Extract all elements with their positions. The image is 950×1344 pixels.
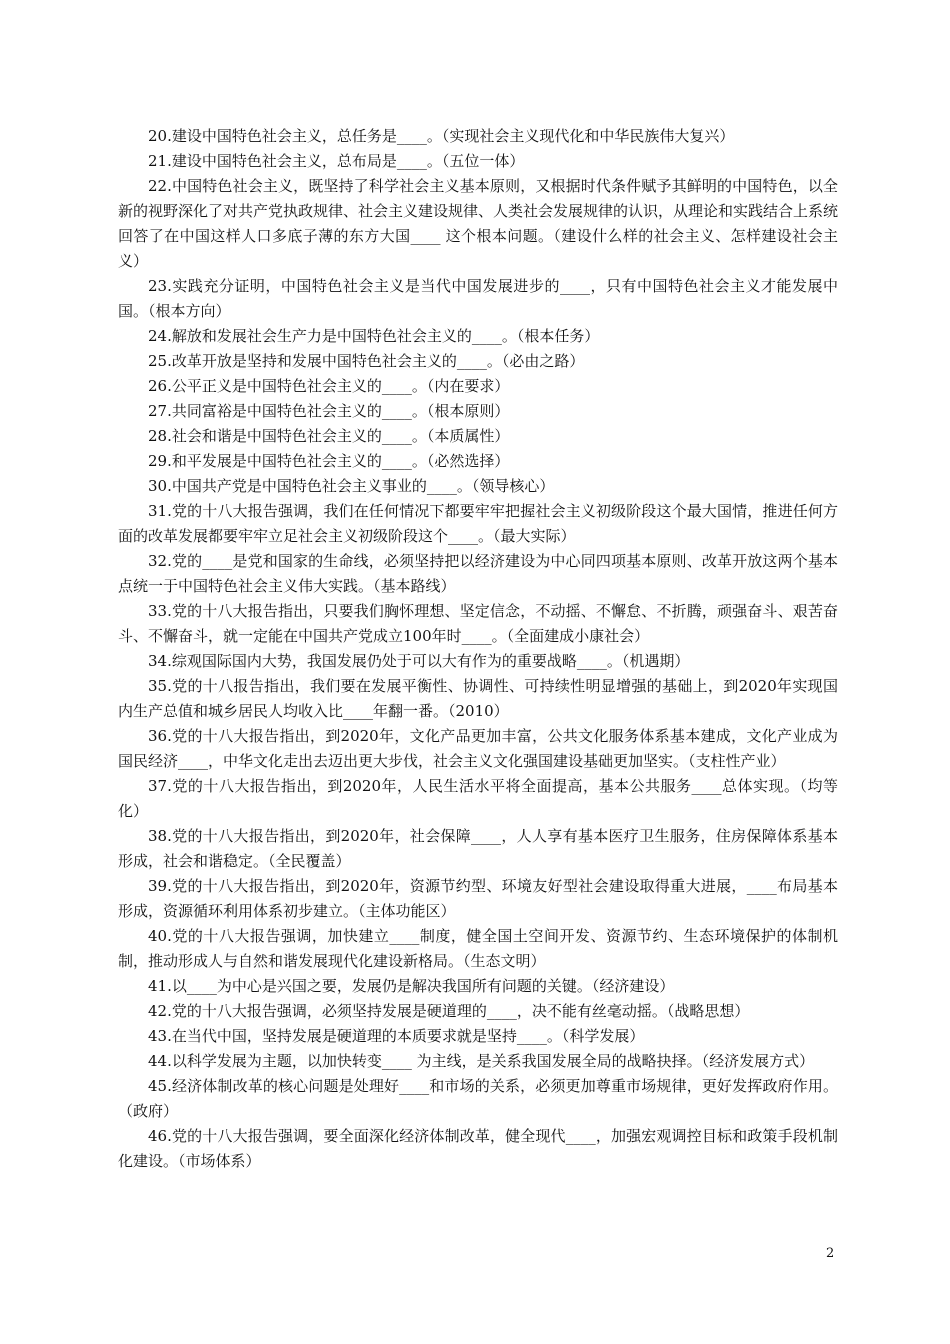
question-item: 43.在当代中国，坚持发展是硬道理的本质要求就是坚持____。（科学发展）: [148, 1027, 645, 1045]
question-item: 46.党的十八大报告强调，要全面深化经济体制改革，健全现代____，加强宏观调控目标和政策手段机制化建设。（市场体系）: [118, 1127, 838, 1170]
question-item: 28.社会和谐是中国特色社会主义的____。（本质属性）: [148, 427, 510, 445]
question-item: 35.党的十八报告指出，我们要在发展平衡性、协调性、可持续性明显增强的基础上，到2020年实现国内生产总值和城乡居民人均收入比____年翻一番。（2010）: [118, 677, 838, 720]
question-item: 27.共同富裕是中国特色社会主义的____。（根本原则）: [148, 402, 510, 420]
question-item: 40.党的十八大报告强调，加快建立____制度，健全国土空间开发、资源节约、生态环境保护的体制机制，推动形成人与自然和谐发展现代化建设新格局。（生态文明）: [118, 927, 838, 970]
question-item: 24.解放和发展社会生产力是中国特色社会主义的____。（根本任务）: [148, 327, 600, 345]
question-item: 39.党的十八大报告指出，到2020年，资源节约型、环境友好型社会建设取得重大进展，____布局基本形成，资源循环利用体系初步建立。（主体功能区）: [118, 877, 838, 920]
question-item: 42.党的十八大报告强调，必须坚持发展是硬道理的____，决不能有丝毫动摇。（战略思想）: [148, 1002, 750, 1020]
question-item: 41.以____为中心是兴国之要，发展仍是解决我国所有问题的关键。（经济建设）: [148, 977, 675, 995]
page-number: 2: [826, 1246, 835, 1261]
question-item: 25.改革开放是坚持和发展中国特色社会主义的____。（必由之路）: [148, 352, 585, 370]
question-item: 45.经济体制改革的核心问题是处理好____和市场的关系，必须更加尊重市场规律，更好发挥政府作用。（政府）: [118, 1077, 838, 1120]
question-item: 20.建设中国特色社会主义，总任务是____。（实现社会主义现代化和中华民族伟大复兴）: [148, 127, 735, 145]
question-item: 21.建设中国特色社会主义，总布局是____。（五位一体）: [148, 152, 525, 170]
question-item: 23.实践充分证明，中国特色社会主义是当代中国发展进步的____，只有中国特色社会主义才能发展中国。（根本方向）: [118, 277, 838, 320]
question-item: 26.公平正义是中国特色社会主义的____。（内在要求）: [148, 377, 510, 395]
question-item: 34.综观国际国内大势，我国发展仍处于可以大有作为的重要战略____。（机遇期）: [148, 652, 690, 670]
question-item: 38.党的十八大报告指出，到2020年，社会保障____，人人享有基本医疗卫生服务，住房保障体系基本形成，社会和谐稳定。（全民覆盖）: [118, 827, 838, 870]
question-item: 44.以科学发展为主题，以加快转变____ 为主线，是关系我国发展全局的战略抉择。（经济发展方式）: [148, 1052, 815, 1070]
question-item: 31.党的十八大报告强调，我们在任何情况下都要牢牢把握社会主义初级阶段这个最大国情，推进任何方面的改革发展都要牢牢立足社会主义初级阶段这个____。（最大实际）: [118, 502, 838, 545]
question-item: 30.中国共产党是中国特色社会主义事业的____。（领导核心）: [148, 477, 555, 495]
question-item: 36.党的十八大报告指出，到2020年，文化产品更加丰富，公共文化服务体系基本建成，文化产业成为国民经济____，中华文化走出去迈出更大步伐，社会主义文化强国建设基础更加坚实。（支柱性产业）: [118, 727, 838, 770]
question-list: [118, 124, 838, 1174]
question-item: 29.和平发展是中国特色社会主义的____。（必然选择）: [148, 452, 510, 470]
question-item: 37.党的十八大报告指出，到2020年，人民生活水平将全面提高，基本公共服务____总体实现。（均等化）: [118, 777, 838, 820]
question-item: 33.党的十八大报告指出，只要我们胸怀理想、坚定信念，不动摇、不懈怠、不折腾，顽强奋斗、艰苦奋斗、不懈奋斗，就一定能在中国共产党成立100年时____。（全面建成小康社会）: [118, 602, 838, 645]
question-item: 22.中国特色社会主义，既坚持了科学社会主义基本原则，又根据时代条件赋予其鲜明的中国特色，以全新的视野深化了对共产党执政规律、社会主义建设规律、人类社会发展规律的认识，从理论和实践结合上系统回答了在中国这样人口多底子薄的东方大国____ 这个根本问题。（建设什么样的社会主义、怎样建设社会主义）: [118, 177, 839, 270]
question-item: 32.党的____是党和国家的生命线，必须坚持把以经济建设为中心同四项基本原则、改革开放这两个基本点统一于中国特色社会主义伟大实践。（基本路线）: [118, 552, 838, 595]
